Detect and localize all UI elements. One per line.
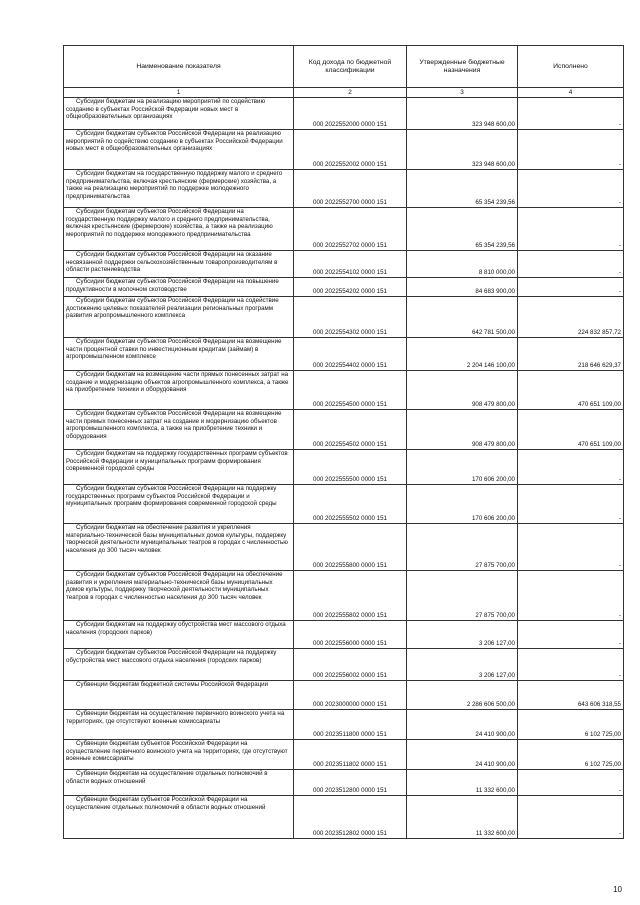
table-row xyxy=(64,371,624,410)
row-executed-cell: 643 606 318,55 xyxy=(518,681,624,710)
row-approved-cell: 84 683 900,00 xyxy=(407,278,518,297)
row-name-cell: Субсидии бюджетам на поддержку государственных программ субъектов Российской Федерации и муниципальных программ формирования современной городской среды xyxy=(64,450,294,485)
row-approved-cell: 2 286 606 500,00 xyxy=(407,681,518,710)
row-name-cell: Субвенции бюджетам бюджетной системы Российской Федерации xyxy=(64,681,294,710)
row-approved-cell: 170 606 200,00 xyxy=(407,485,518,524)
row-executed-cell: - xyxy=(518,278,624,297)
row-name-cell: Субсидии бюджетам субъектов Российской Федерации на возмещение части процентной ставки по инвестиционным кредитам (займам) в агропромышленном комплексе xyxy=(64,338,294,371)
table-row xyxy=(64,621,624,649)
column-number: 3 xyxy=(407,88,518,98)
row-code-cell: 000 2022555802 0000 151 xyxy=(294,571,407,621)
row-executed-cell: - xyxy=(518,130,624,170)
row-code-cell: 000 2023511800 0000 151 xyxy=(294,710,407,740)
row-approved-cell: 8 810 000,00 xyxy=(407,251,518,278)
row-name-cell: Субвенции бюджетам на осуществление первичного воинского учета на территориях, где отсутствуют военные комиссариаты xyxy=(64,710,294,740)
row-executed-cell: 470 651 109,00 xyxy=(518,410,624,450)
table-row xyxy=(64,740,624,770)
column-number: 4 xyxy=(518,88,624,98)
row-code-cell: 000 2023511802 0000 151 xyxy=(294,740,407,770)
row-code-cell: 000 2022554302 0000 151 xyxy=(294,297,407,338)
row-code-cell: 000 2022556002 0000 151 xyxy=(294,649,407,681)
row-approved-cell: 323 948 600,00 xyxy=(407,98,518,130)
row-executed-cell: 224 832 857,72 xyxy=(518,297,624,338)
column-number: 1 xyxy=(64,88,294,98)
row-executed-cell: - xyxy=(518,649,624,681)
row-approved-cell: 11 332 600,00 xyxy=(407,770,518,796)
table-row xyxy=(64,251,624,278)
row-executed-cell: 470 651 109,00 xyxy=(518,371,624,410)
row-name-cell: Субсидии бюджетам субъектов Российской Федерации на обеспечение развития и укрепления материально-технической базы муниципальных домов культуры, поддержку творческой деятельности муниципальных театров в городах с численностью населения до 300 тысяч человек xyxy=(64,571,294,621)
row-approved-cell: 642 781 500,00 xyxy=(407,297,518,338)
row-code-cell: 000 2023512800 0000 151 xyxy=(294,770,407,796)
table-row xyxy=(64,338,624,371)
column-number: 2 xyxy=(294,88,407,98)
row-name-cell: Субсидии бюджетам субъектов Российской Федерации на возмещение части прямых понесенных затрат на создание и модернизацию объектов агропромышленного комплекса, а также на приобретение техники и оборудования xyxy=(64,410,294,450)
row-code-cell: 000 2022552000 0000 151 xyxy=(294,98,407,130)
row-name-cell: Субвенции бюджетам субъектов Российской Федерации на осуществление отдельных полномочий в области водных отношений xyxy=(64,796,294,839)
row-approved-cell: 27 875 700,00 xyxy=(407,571,518,621)
table-row xyxy=(64,170,624,208)
table-row xyxy=(64,770,624,796)
row-executed-cell: - xyxy=(518,770,624,796)
row-name-cell: Субсидии бюджетам субъектов Российской Федерации на оказание несвязанной поддержки сельскохозяйственным товаропроизводителям в области растениеводства xyxy=(64,251,294,278)
row-executed-cell: 6 102 725,00 xyxy=(518,740,624,770)
row-executed-cell: - xyxy=(518,524,624,571)
table-row xyxy=(64,98,624,130)
row-approved-cell: 170 606 200,00 xyxy=(407,450,518,485)
row-name-cell: Субсидии бюджетам субъектов Российской Федерации на поддержку государственных программ субъектов Российской Федерации и муниципальных программ формирования современной городской среды xyxy=(64,485,294,524)
row-name-cell: Субсидии бюджетам субъектов Российской Федерации на реализацию мероприятий по содействию созданию в субъектах Российской Федерации новых мест в общеобразовательных организациях xyxy=(64,130,294,170)
row-code-cell: 000 2022554502 0000 151 xyxy=(294,410,407,450)
table-body xyxy=(64,98,624,839)
row-approved-cell: 3 206 127,00 xyxy=(407,649,518,681)
column-number-row xyxy=(64,88,624,98)
row-approved-cell: 27 875 700,00 xyxy=(407,524,518,571)
row-code-cell: 000 2022555502 0000 151 xyxy=(294,485,407,524)
row-name-cell: Субсидии бюджетам на государственную поддержку малого и среднего предпринимательства, включая крестьянские (фермерские) хозяйства, а также на реализацию мероприятий по поддержке молодежного предпринимательства xyxy=(64,170,294,208)
row-name-cell: Субвенции бюджетам на осуществление отдельных полномочий в области водных отношений xyxy=(64,770,294,796)
header-approved: Утвержденные бюджетные назначения xyxy=(407,46,518,88)
row-name-cell: Субсидии бюджетам субъектов Российской Федерации на повышение продуктивности в молочном скотоводстве xyxy=(64,278,294,297)
row-name-cell: Субсидии бюджетам на поддержку обустройства мест массового отдыха населения (городских парков) xyxy=(64,621,294,649)
row-code-cell: 000 2022552702 0000 151 xyxy=(294,208,407,251)
row-executed-cell: - xyxy=(518,208,624,251)
header-code: Код дохода по бюджетной классификации xyxy=(294,46,407,88)
row-executed-cell: - xyxy=(518,170,624,208)
table-row xyxy=(64,710,624,740)
row-code-cell: 000 2022554202 0000 151 xyxy=(294,278,407,297)
table-row xyxy=(64,130,624,170)
row-approved-cell: 65 354 239,56 xyxy=(407,208,518,251)
table-row xyxy=(64,571,624,621)
row-approved-cell: 908 479 800,00 xyxy=(407,371,518,410)
row-approved-cell: 24 410 900,00 xyxy=(407,710,518,740)
row-approved-cell: 2 204 146 100,00 xyxy=(407,338,518,371)
table-row xyxy=(64,450,624,485)
row-code-cell: 000 2022552700 0000 151 xyxy=(294,170,407,208)
row-name-cell: Субсидии бюджетам на обеспечение развития и укрепления материально-технической базы муниципальных домов культуры, поддержку творческой деятельности муниципальных театров в городах с численностью населения до 300 тысяч человек xyxy=(64,524,294,571)
row-code-cell: 000 2022554102 0000 151 xyxy=(294,251,407,278)
row-code-cell: 000 2022554402 0000 151 xyxy=(294,338,407,371)
table-row xyxy=(64,297,624,338)
row-code-cell: 000 2022556000 0000 151 xyxy=(294,621,407,649)
table-row xyxy=(64,649,624,681)
row-executed-cell: - xyxy=(518,796,624,839)
row-approved-cell: 65 354 239,56 xyxy=(407,170,518,208)
row-executed-cell: - xyxy=(518,571,624,621)
row-executed-cell: 218 646 629,37 xyxy=(518,338,624,371)
row-code-cell: 000 2022552002 0000 151 xyxy=(294,130,407,170)
row-code-cell: 000 2022554500 0000 151 xyxy=(294,371,407,410)
row-executed-cell: - xyxy=(518,450,624,485)
row-code-cell: 000 2022555500 0000 151 xyxy=(294,450,407,485)
row-name-cell: Субсидии бюджетам субъектов Российской Федерации на государственную поддержку малого и среднего предпринимательства, включая крестьянские (фермерские) хозяйства, а также на реализацию мероприятий по поддержке молодежного предпринимательства xyxy=(64,208,294,251)
row-code-cell: 000 2023512802 0000 151 xyxy=(294,796,407,839)
row-executed-cell: - xyxy=(518,251,624,278)
row-approved-cell: 908 479 800,00 xyxy=(407,410,518,450)
row-approved-cell: 3 206 127,00 xyxy=(407,621,518,649)
row-executed-cell: - xyxy=(518,485,624,524)
row-name-cell: Субсидии бюджетам на реализацию мероприятий по содействию созданию в субъектах Российской Федерации новых мест в общеобразовательных организациях xyxy=(64,98,294,130)
table-row xyxy=(64,796,624,839)
row-name-cell: Субсидии бюджетам субъектов Российской Федерации на содействие достижению целевых показателей реализации региональных программ развития агропромышленного комплекса xyxy=(64,297,294,338)
row-executed-cell: 6 102 725,00 xyxy=(518,710,624,740)
table-row xyxy=(64,208,624,251)
page-number: 10 xyxy=(613,885,622,894)
table-row xyxy=(64,410,624,450)
table-row xyxy=(64,524,624,571)
row-name-cell: Субсидии бюджетам на возмещение части прямых понесенных затрат на создание и модернизацию объектов агропромышленного комплекса, а также на приобретение техники и оборудования xyxy=(64,371,294,410)
header-row xyxy=(64,46,624,88)
row-code-cell: 000 2022555800 0000 151 xyxy=(294,524,407,571)
row-approved-cell: 11 332 600,00 xyxy=(407,796,518,839)
row-approved-cell: 323 948 600,00 xyxy=(407,130,518,170)
header-name: Наименование показателя xyxy=(64,46,294,88)
row-executed-cell: - xyxy=(518,98,624,130)
row-code-cell: 000 2023000000 0000 151 xyxy=(294,681,407,710)
row-name-cell: Субвенции бюджетам субъектов Российской Федерации на осуществление первичного воинского учета на территориях, где отсутствуют военные комиссариаты xyxy=(64,740,294,770)
table-row xyxy=(64,278,624,297)
table-row xyxy=(64,485,624,524)
row-approved-cell: 24 410 900,00 xyxy=(407,740,518,770)
row-name-cell: Субсидии бюджетам субъектов Российской Федерации на поддержку обустройства мест массового отдыха населения (городских парков) xyxy=(64,649,294,681)
row-executed-cell: - xyxy=(518,621,624,649)
header-executed: Исполнено xyxy=(518,46,624,88)
budget-table xyxy=(63,45,624,839)
table-row xyxy=(64,681,624,710)
